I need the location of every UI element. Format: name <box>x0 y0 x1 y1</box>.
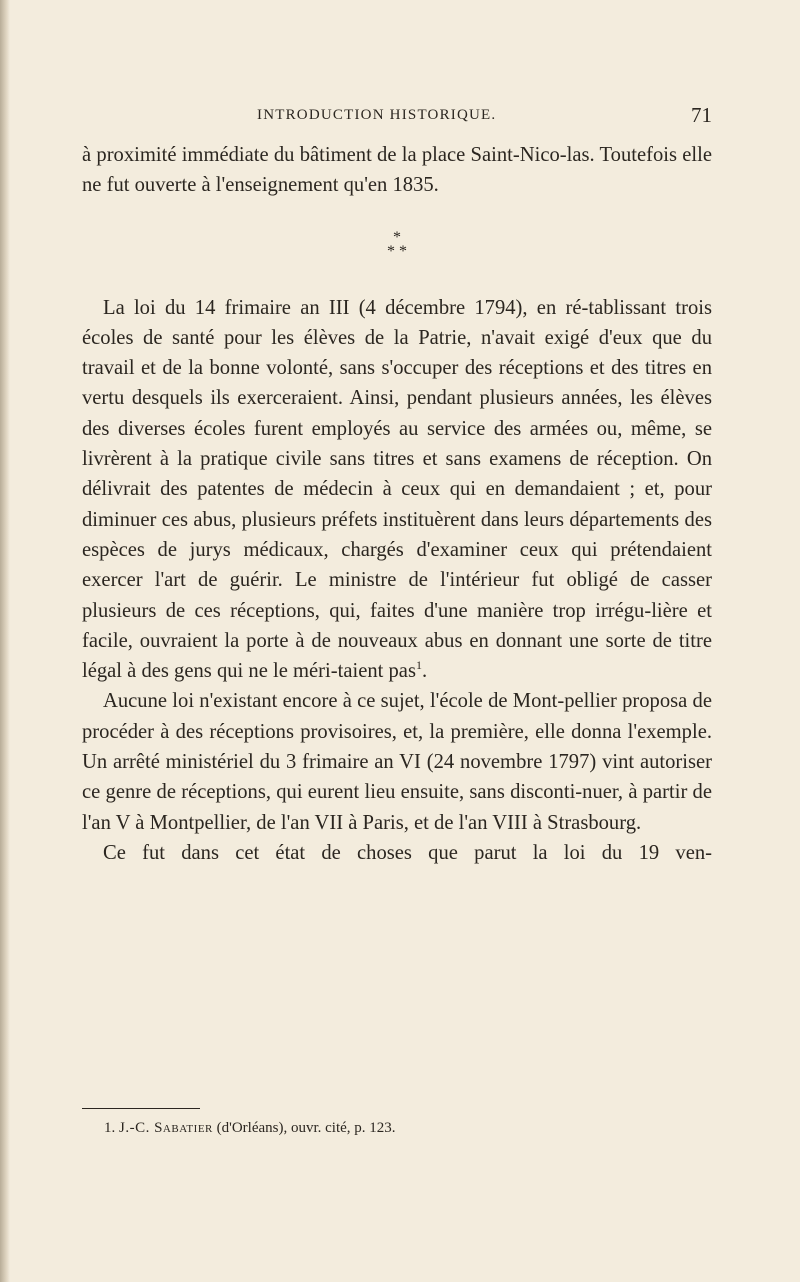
paragraph-text: La loi du 14 frimaire an III (4 décembre 1794), en ré-tablissant trois écoles de santé pour les élèves de la Patrie, n'avait exigé d'eux que du travail et de la bonne volonté, sans s'occuper des réceptions et des titres en vertu desquels ils exerceraient. Ainsi, pendant plusieurs années, les élèves des diverses écoles furent employés au service des armées ou, même, se livrèrent à la pratique civile sans titres et sans examens de réception. On délivrait des patentes de médecin à ceux qui en demandaient ; et, pour diminuer ces abus, plusieurs préfets instituèrent dans leurs départements des espèces de jurys médicaux, chargés d'examiner ceux qui prétendaient exercer l'art de guérir. Le ministre de l'intérieur fut obligé de casser plusieurs de ces réceptions, qui, faites d'une manière trop irrégu-lière et facile, ouvraient la porte à de nouveaux abus en donnant une sorte de titre légal à des gens qui ne le méri-taient pas <box>82 296 712 683</box>
paragraph-end: . <box>421 660 428 683</box>
footnote-author: J.-C. Sabatier <box>119 1120 213 1136</box>
paragraph-continuation: à proximité immédiate du bâtiment de la place Saint-Nico-las. Toutefois elle ne fut ouverte à l'enseignement qu'en 1835. <box>82 144 712 197</box>
running-header <box>82 103 712 133</box>
footnote <box>104 1120 396 1137</box>
asterism-separator <box>82 228 712 260</box>
page-number: 71 <box>691 103 712 127</box>
asterism-top: * <box>393 228 401 246</box>
paragraph-loi-frimaire <box>82 293 712 687</box>
page-edge-shadow <box>0 0 10 1282</box>
paragraph-loi-ventose: Ce fut dans cet état de choses que parut la loi du 19 ven- <box>103 841 712 864</box>
paragraph-ecole-montpellier: Aucune loi n'existant encore à ce sujet, l'école de Mont-pellier proposa de procéder à des réceptions provisoires, et, la première, elle donna l'exemple. Un arrêté ministériel du 3 frimaire an VI (24 novembre 1797) vint autoriser ce genre de réceptions, qui eurent lieu ensuite, sans disconti-nuer, à partir de l'an V à Montpellier, de l'an VII à Paris, et de l'an VIII à Strasbourg. <box>82 690 712 834</box>
asterism-bottom: * * <box>387 242 407 260</box>
footnote-marker: 1. <box>104 1120 116 1136</box>
footnote-text: (d'Orléans), ouvr. cité, p. 123. <box>216 1120 396 1136</box>
footnote-reference: 1 <box>415 658 422 673</box>
running-title: INTRODUCTION HISTORIQUE. <box>257 107 497 123</box>
footnote-divider <box>82 1108 200 1109</box>
main-text <box>82 140 712 868</box>
